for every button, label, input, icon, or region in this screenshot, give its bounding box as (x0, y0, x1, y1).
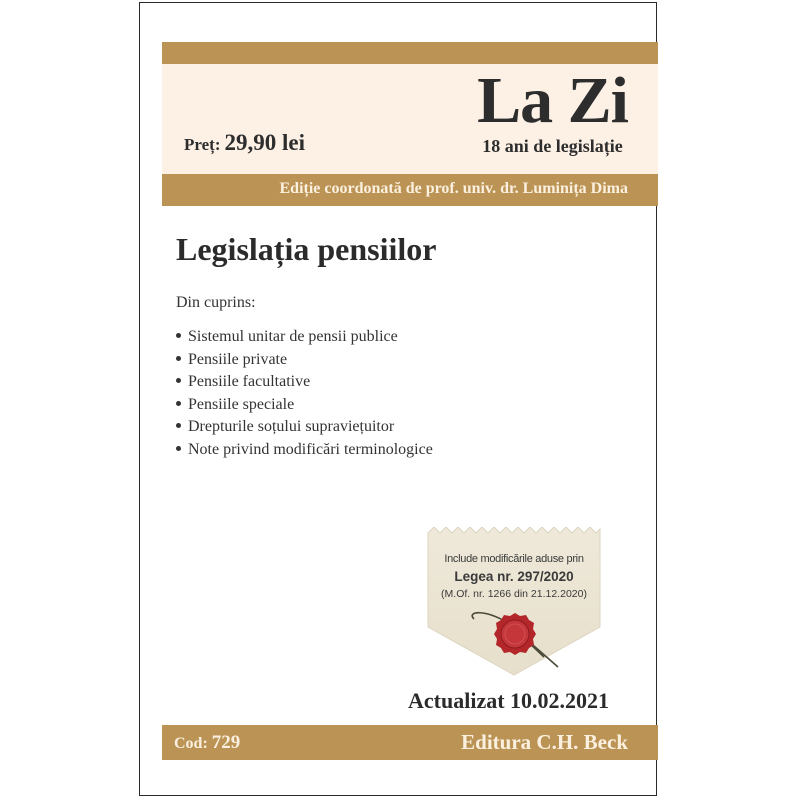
price-value: 29,90 lei (224, 130, 305, 155)
contents-item-label: Sistemul unitar de pensii publice (188, 328, 398, 345)
publisher-name: Editura C.H. Beck (461, 730, 628, 754)
code-label: Cod: (174, 735, 208, 752)
bottom-gold-bar (162, 725, 658, 760)
product-code (174, 732, 240, 754)
editor-line: Ediție coordonată de prof. univ. dr. Luminița Dima (279, 180, 628, 197)
badge-line-1: Include modificările aduse prin (444, 553, 584, 565)
code-value: 729 (211, 732, 241, 753)
series-tagline: 18 ani de legislație (482, 136, 623, 156)
updated-date: Actualizat 10.02.2021 (408, 688, 610, 713)
contents-item (174, 326, 433, 349)
contents-item (174, 439, 433, 462)
bullet-icon (176, 356, 181, 361)
contents-item-label: Note privind modificări terminologice (188, 440, 433, 458)
series-brand (477, 66, 628, 156)
editor-bar (162, 174, 658, 206)
wax-seal-icon (492, 611, 538, 657)
contents-item-label: Pensiile facultative (188, 373, 311, 390)
bullet-icon (176, 446, 181, 451)
series-name: La Zi (477, 64, 628, 137)
contents-item (174, 394, 433, 417)
contents-item (174, 371, 433, 394)
contents-item (174, 349, 433, 372)
contents-item (174, 416, 433, 439)
contents-item-label: Pensiile speciale (188, 395, 295, 413)
bullet-icon (176, 333, 181, 338)
header-band (162, 64, 658, 174)
bullet-icon (176, 401, 181, 406)
bullet-icon (176, 423, 181, 428)
price (184, 130, 305, 156)
contents-item-label: Pensiile private (188, 350, 288, 368)
book-title: Legislația pensiilor (176, 231, 437, 267)
book-cover (139, 2, 657, 796)
badge-line-3: (M.Of. nr. 1266 din 21.12.2020) (441, 588, 587, 600)
top-gold-bar (162, 42, 658, 64)
bullet-icon (176, 378, 181, 383)
update-badge (426, 527, 602, 677)
badge-line-2: Legea nr. 297/2020 (454, 569, 574, 584)
contents-intro: Din cuprins: (176, 294, 256, 311)
contents-list (174, 326, 433, 461)
contents-item-label: Drepturile soțului supraviețuitor (188, 418, 395, 435)
price-label: Preț: (184, 135, 221, 154)
badge-text (426, 553, 602, 600)
